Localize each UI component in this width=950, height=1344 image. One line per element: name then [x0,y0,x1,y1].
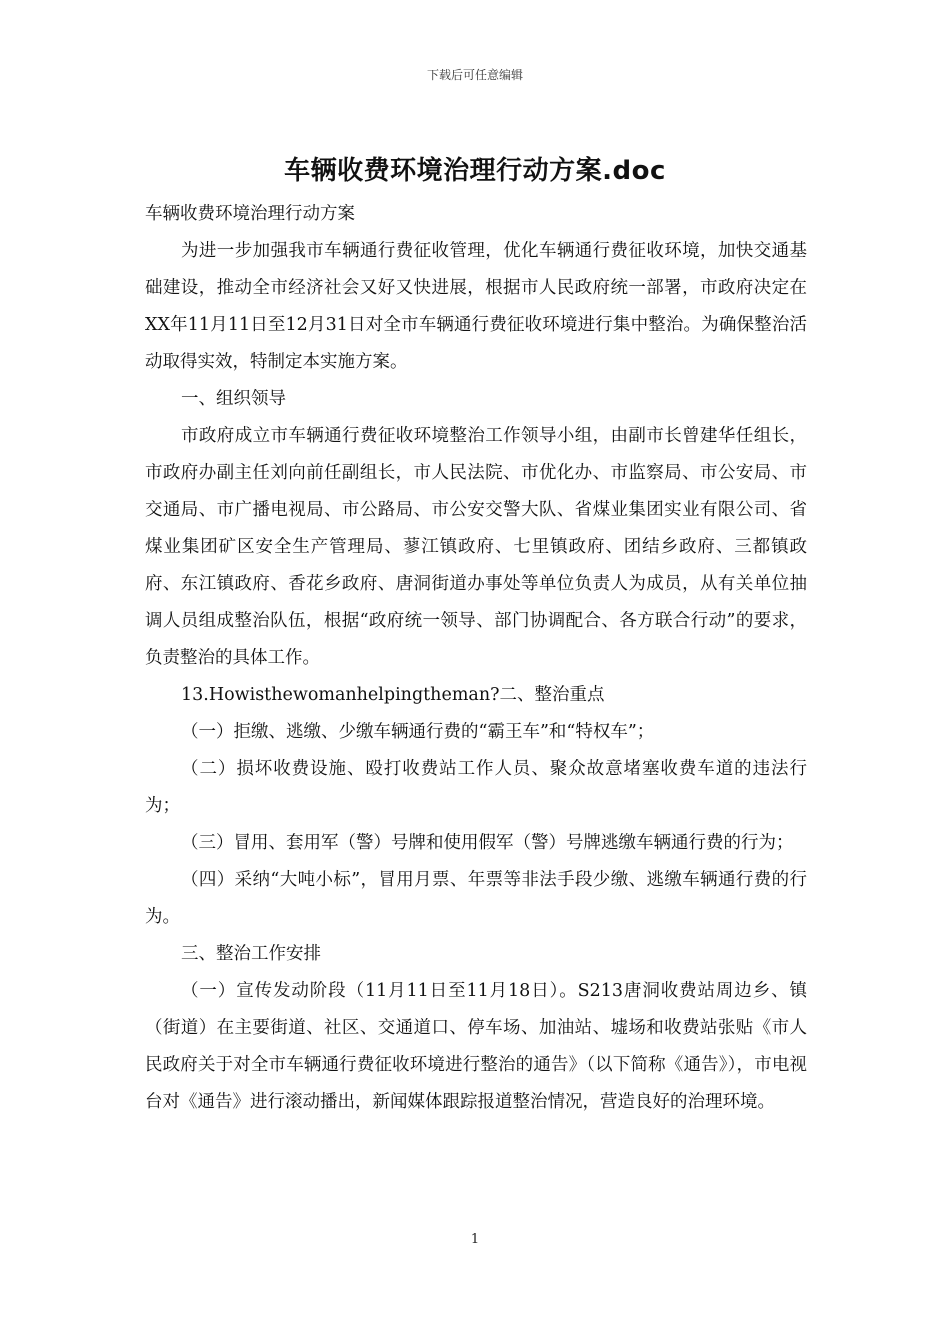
page-number: 1 [470,1232,480,1247]
document-body [145,196,807,1121]
section-heading: 三、整治工作安排 [181,944,321,964]
list-item: （三）冒用、套用军（警）号牌和使用假军（警）号牌逃缴车辆通行费的行为； [181,833,794,853]
document-title: 车辆收费环境治理行动方案.doc [284,156,666,186]
body-paragraph: 为进一步加强我市车辆通行费征收管理，优化车辆通行费征收环境，加快交通基础建设，推动全市经济社会又好又快进展，根据市人民政府统一部署，市政府决定在XX年11月11日至12月31日对全市车辆通行费征收环境进行集中整治。为确保整治活动取得实效，特制定本实施方案。 [145,241,807,372]
body-paragraph: 车辆收费环境治理行动方案 [145,204,355,224]
section-heading: 13.Howisthewomanhelpingtheman?二、整治重点 [181,685,605,705]
list-item: （四）采纳“大吨小标”，冒用月票、年票等非法手段少缴、逃缴车辆通行费的行为。 [145,870,807,927]
body-paragraph: 市政府成立市车辆通行费征收环境整治工作领导小组，由副市长曾建华任组长，市政府办副主任刘向前任副组长，市人民法院、市优化办、市监察局、市公安局、市交通局、市广播电视局、市公路局、市公安交警大队、省煤业集团实业有限公司、省煤业集团矿区安全生产管理局、蓼江镇政府、七里镇政府、团结乡政府、三都镇政府、东江镇政府、香花乡政府、唐洞街道办事处等单位负责人为成员，从有关单位抽调人员组成整治队伍，根据“政府统一领导、部门协调配合、各方联合行动”的要求，负责整治的具体工作。 [145,426,807,668]
list-item: （一）拒缴、逃缴、少缴车辆通行费的“霸王车”和“特权车”； [181,722,655,742]
section-heading: 一、组织领导 [181,389,286,409]
header-note: 下载后可任意编辑 [426,68,523,82]
body-paragraph: （一）宣传发动阶段（11月11日至11月18日）。S213唐洞收费站周边乡、镇（街道）在主要街道、社区、交通道口、停车场、加油站、墟场和收费站张贴《市人民政府关于对全市车辆通行费征收环境进行整治的通告》（以下简称《通告》），市电视台对《通告》进行滚动播出，新闻媒体跟踪报道整治情况，营造良好的治理环境。 [145,981,807,1112]
list-item: （二）损坏收费设施、殴打收费站工作人员、聚众故意堵塞收费车道的违法行为； [145,759,807,816]
